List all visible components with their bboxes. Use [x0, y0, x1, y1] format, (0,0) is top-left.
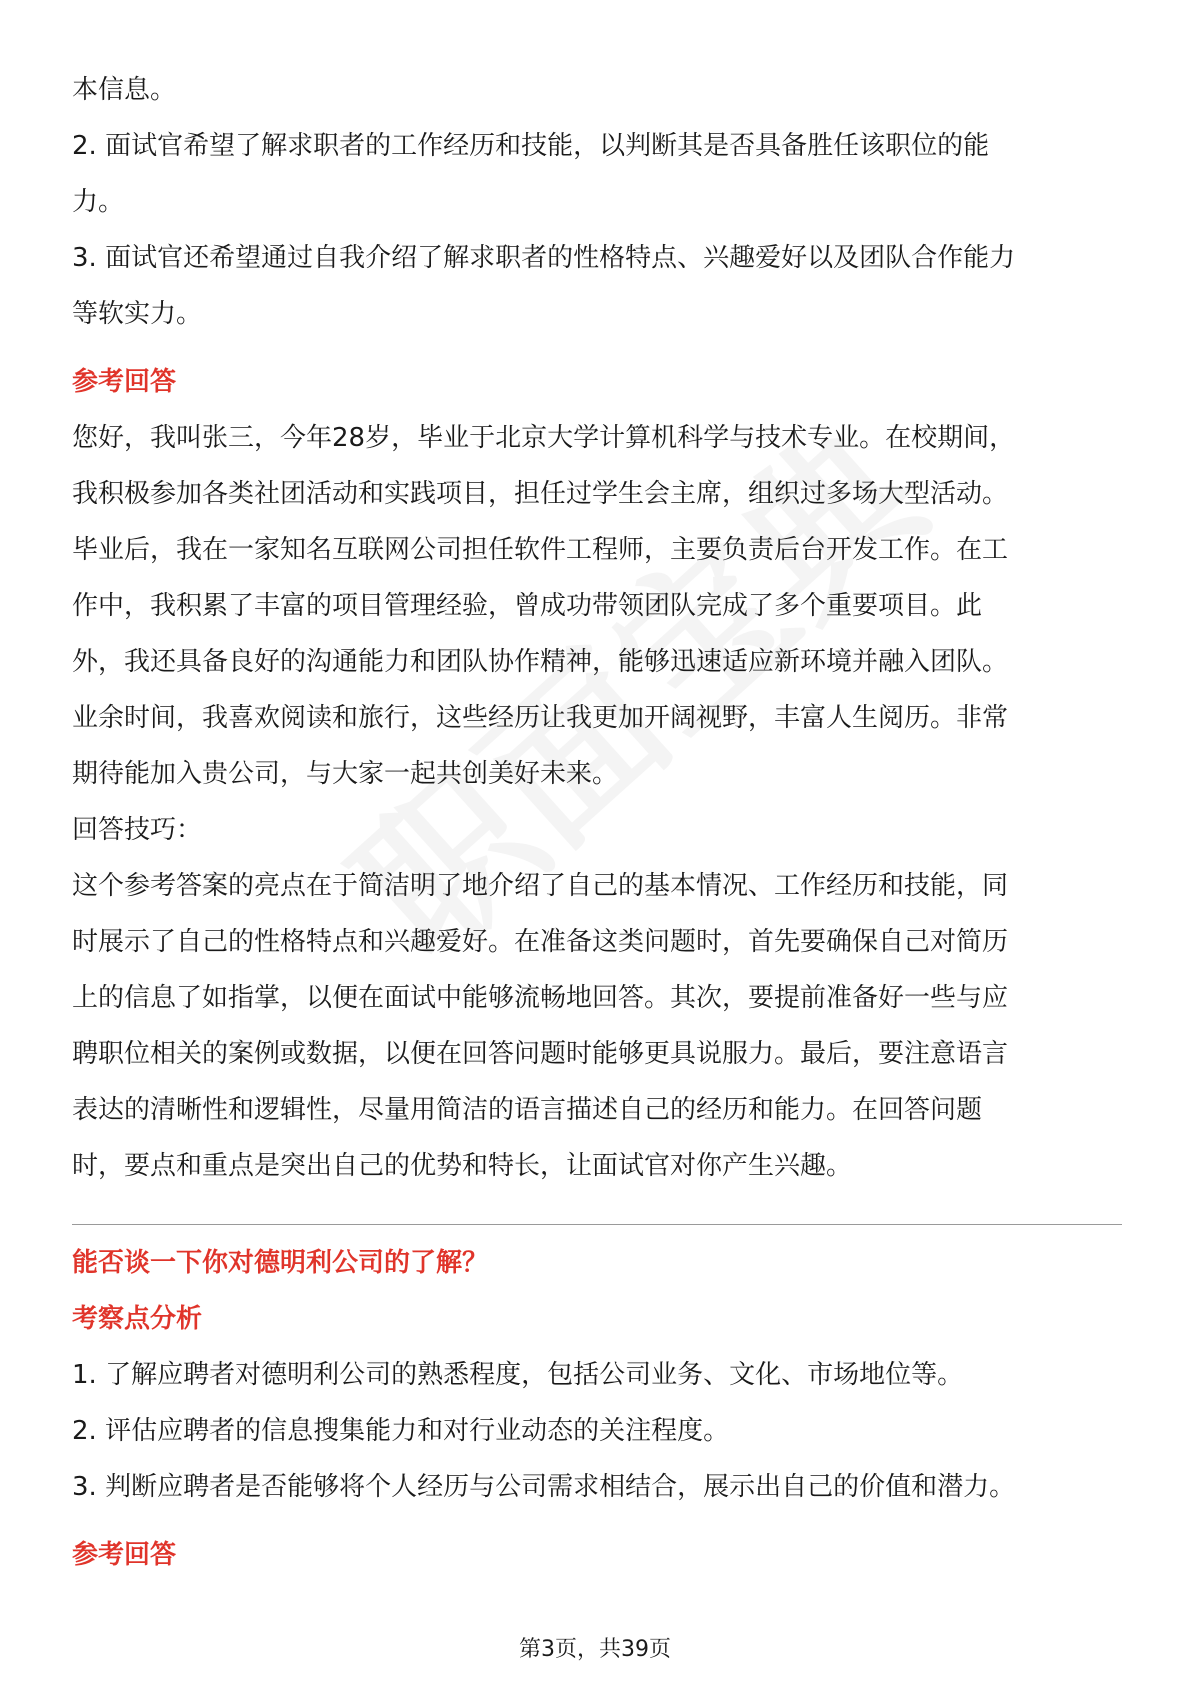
- list-item: 2. 评估应聘者的信息搜集能力和对行业动态的关注程度。: [72, 1416, 730, 1446]
- text-line: 2. 面试官希望了解求职者的工作经历和技能，以判断其是否具备胜任该职位的能: [72, 131, 990, 161]
- text-line: 外，我还具备良好的沟通能力和团队协作精神，能够迅速适应新环境并融入团队。: [72, 647, 1009, 677]
- tips-heading: 回答技巧：: [72, 815, 203, 845]
- list-item: 3. 判断应聘者是否能够将个人经历与公司需求相结合，展示出自己的价值和潜力。: [72, 1472, 1016, 1502]
- text-line: 业余时间，我喜欢阅读和旅行，这些经历让我更加开阔视野，丰富人生阅历。非常: [72, 703, 1009, 733]
- answer-heading-2: 参考回答: [72, 1540, 177, 1570]
- text-line: 上的信息了如指掌，以便在面试中能够流畅地回答。其次，要提前准备好一些与应: [72, 983, 1009, 1013]
- page-number: 第3页，共39页: [519, 1637, 671, 1662]
- text-line: 您好，我叫张三，今年28岁，毕业于北京大学计算机科学与技术专业。在校期间，: [72, 423, 1016, 453]
- text-line: 3. 面试官还希望通过自我介绍了解求职者的性格特点、兴趣爱好以及团队合作能力: [72, 243, 1016, 273]
- text-line: 毕业后，我在一家知名互联网公司担任软件工程师，主要负责后台开发工作。在工: [72, 535, 1009, 565]
- answer-body: [72, 410, 1122, 802]
- text-line: 表达的清晰性和逻辑性，尽量用简洁的语言描述自己的经历和能力。在回答问题: [72, 1095, 983, 1125]
- text-line: 这个参考答案的亮点在于简洁明了地介绍了自己的基本情况、工作经历和技能，同: [72, 871, 1009, 901]
- text-line: 本信息。: [72, 75, 177, 105]
- text-line: 时，要点和重点是突出自己的优势和特长，让面试官对你产生兴趣。: [72, 1151, 853, 1181]
- analysis-continued: [72, 62, 1122, 342]
- text-line: 等软实力。: [72, 299, 203, 329]
- analysis-heading: 考察点分析: [72, 1304, 203, 1334]
- list-item: 1. 了解应聘者对德明利公司的熟悉程度，包括公司业务、文化、市场地位等。: [72, 1360, 964, 1390]
- answer-heading: 参考回答: [72, 367, 177, 397]
- text-line: 时展示了自己的性格特点和兴趣爱好。在准备这类问题时，首先要确保自己对简历: [72, 927, 1009, 957]
- analysis-list: [72, 1347, 1122, 1515]
- text-line: 作中，我积累了丰富的项目管理经验，曾成功带领团队完成了多个重要项目。此: [72, 591, 983, 621]
- tips-body: [72, 858, 1122, 1194]
- text-line: 我积极参加各类社团活动和实践项目，担任过学生会主席，组织过多场大型活动。: [72, 479, 1009, 509]
- section-divider: [72, 1224, 1122, 1225]
- question-title: 能否谈一下你对德明利公司的了解？: [72, 1248, 489, 1278]
- document-body: [72, 62, 1122, 1583]
- text-line: 聘职位相关的案例或数据，以便在回答问题时能够更具说服力。最后，要注意语言: [72, 1039, 1009, 1069]
- text-line: 期待能加入贵公司，与大家一起共创美好未来。: [72, 759, 619, 789]
- text-line: 力。: [72, 187, 125, 217]
